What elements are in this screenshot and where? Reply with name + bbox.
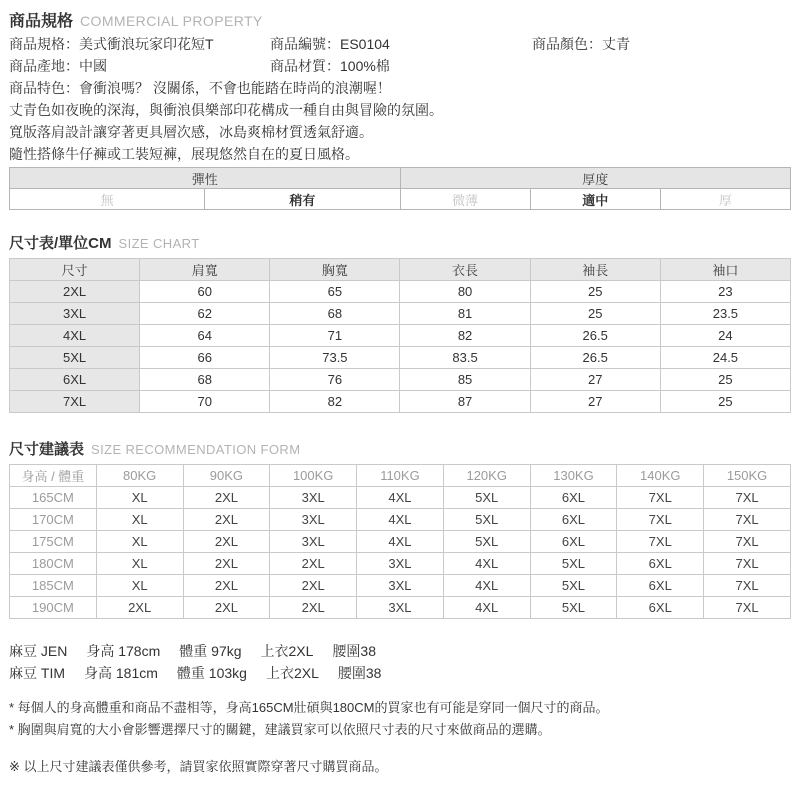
table-cell: 3XL	[270, 509, 357, 531]
table-row	[10, 369, 791, 391]
table-cell: 65	[270, 281, 400, 303]
table-cell: 27	[530, 391, 660, 413]
product-info	[9, 33, 791, 165]
table-cell: 25	[530, 303, 660, 325]
attr-value-row	[10, 189, 791, 210]
table-row	[10, 281, 791, 303]
table-row	[10, 531, 791, 553]
thickness-option-thin: 微薄	[400, 189, 530, 210]
header-cell: 110KG	[357, 465, 444, 487]
note-line: * 胸圍與肩寬的大小會影響選擇尺寸的關鍵，建議買家可以依照尺寸表的尺寸來做商品的選購。	[9, 722, 551, 737]
table-cell: 82	[400, 325, 530, 347]
product-info-empty	[532, 55, 791, 77]
table-cell: 66	[140, 347, 270, 369]
product-code: 商品編號：ES0104	[270, 36, 390, 52]
table-cell: 4XL	[443, 597, 530, 619]
header-cell: 袖長	[530, 259, 660, 281]
table-cell: 4XL	[357, 487, 444, 509]
table-cell: 4XL	[10, 325, 140, 347]
table-cell: 5XL	[443, 531, 530, 553]
model-info-segment: 體重 103kg	[176, 665, 247, 681]
table-cell: XL	[96, 487, 183, 509]
table-cell: 26.5	[530, 325, 660, 347]
table-cell: 82	[270, 391, 400, 413]
table-cell: 3XL	[10, 303, 140, 325]
model-info-segment: 體重 97kg	[179, 643, 242, 659]
table-cell: 6XL	[530, 531, 617, 553]
table-cell: 76	[270, 369, 400, 391]
table-cell: 2XL	[270, 553, 357, 575]
header-cell: 100KG	[270, 465, 357, 487]
table-cell: 7XL	[617, 487, 704, 509]
table-cell: 6XL	[530, 487, 617, 509]
model-info-segment: 上衣2XL	[260, 643, 314, 659]
elasticity-header: 彈性	[10, 168, 401, 189]
table-cell: XL	[96, 553, 183, 575]
table-cell: 7XL	[617, 509, 704, 531]
table-cell: 25	[660, 391, 790, 413]
table-cell: 6XL	[617, 575, 704, 597]
table-cell: 4XL	[357, 531, 444, 553]
table-cell: 24	[660, 325, 790, 347]
table-cell: 71	[270, 325, 400, 347]
table-cell: 2XL	[96, 597, 183, 619]
size-recommendation-header-row	[10, 465, 791, 487]
table-cell: 5XL	[443, 509, 530, 531]
model-info-segment: 身高 178cm	[86, 643, 161, 659]
table-cell: 3XL	[357, 597, 444, 619]
model-line-tim	[9, 662, 791, 684]
attr-header-row	[10, 168, 791, 189]
table-cell: 5XL	[530, 597, 617, 619]
size-recommendation-title-en: SIZE RECOMMENDATION FORM	[91, 442, 301, 457]
thickness-header: 厚度	[400, 168, 791, 189]
table-cell: 3XL	[357, 553, 444, 575]
table-row	[10, 509, 791, 531]
table-cell: 81	[400, 303, 530, 325]
table-cell: 2XL	[183, 575, 270, 597]
table-row	[10, 391, 791, 413]
product-origin: 商品產地：中國	[9, 58, 107, 74]
table-cell: 175CM	[10, 531, 97, 553]
section-title-zh: 商品規格	[9, 13, 74, 30]
table-cell: 85	[400, 369, 530, 391]
product-description	[9, 77, 791, 165]
section-header-size-recommendation	[9, 440, 791, 460]
table-cell: 6XL	[10, 369, 140, 391]
table-cell: 5XL	[10, 347, 140, 369]
header-cell: 胸寬	[270, 259, 400, 281]
table-cell: 170CM	[10, 509, 97, 531]
table-cell: 23	[660, 281, 790, 303]
table-cell: 4XL	[357, 509, 444, 531]
table-cell: 3XL	[357, 575, 444, 597]
table-cell: 2XL	[183, 597, 270, 619]
size-chart-title-zh: 尺寸表/單位CM	[9, 235, 112, 252]
table-cell: 7XL	[10, 391, 140, 413]
elasticity-thickness-table	[9, 167, 791, 210]
table-cell: 68	[140, 369, 270, 391]
model-line-jen	[9, 640, 791, 662]
description-line: 丈青色如夜晚的深海，與衝浪俱樂部印花構成一種自由與冒險的氛圍。	[9, 102, 443, 118]
table-cell: 2XL	[10, 281, 140, 303]
table-cell: 7XL	[704, 575, 791, 597]
size-chart-header-row	[10, 259, 791, 281]
header-cell: 肩寬	[140, 259, 270, 281]
table-cell: 80	[400, 281, 530, 303]
table-cell: 7XL	[704, 509, 791, 531]
header-cell: 130KG	[530, 465, 617, 487]
table-cell: 23.5	[660, 303, 790, 325]
thickness-option-thick: 厚	[660, 189, 790, 210]
description-line: 隨性搭條牛仔褲或工裝短褲，展現悠然自在的夏日風格。	[9, 146, 359, 162]
table-cell: 7XL	[704, 597, 791, 619]
table-cell: 73.5	[270, 347, 400, 369]
size-chart-table	[9, 258, 791, 413]
header-cell: 140KG	[617, 465, 704, 487]
table-cell: 7XL	[704, 531, 791, 553]
product-color: 商品顏色：丈青	[532, 36, 630, 52]
table-cell: 165CM	[10, 487, 97, 509]
table-cell: 4XL	[443, 575, 530, 597]
table-cell: 2XL	[270, 597, 357, 619]
table-cell: 6XL	[617, 597, 704, 619]
table-cell: 24.5	[660, 347, 790, 369]
table-cell: 190CM	[10, 597, 97, 619]
table-cell: 2XL	[270, 575, 357, 597]
table-cell: 7XL	[704, 553, 791, 575]
table-cell: 60	[140, 281, 270, 303]
disclaimer: ※ 以上尺寸建議表僅供參考，請買家依照實際穿著尺寸購買商品。	[9, 759, 388, 774]
size-recommendation-table	[9, 464, 791, 619]
section-title-en: COMMERCIAL PROPERTY	[80, 13, 263, 29]
note-line: * 每個人的身高體重和商品不盡相等，身高165CM壯碩與180CM的買家也有可能是穿同一個尺寸的商品。	[9, 700, 609, 715]
product-feature: 商品特色：會衝浪嗎？ 沒關係，不會也能踏在時尚的浪潮喔！	[9, 80, 391, 96]
elasticity-option-slight: 稍有	[205, 189, 400, 210]
table-cell: 2XL	[183, 509, 270, 531]
table-cell: 68	[270, 303, 400, 325]
table-cell: 25	[660, 369, 790, 391]
thickness-option-medium: 適中	[530, 189, 660, 210]
table-cell: 25	[530, 281, 660, 303]
model-info-segment: 麻豆 JEN	[9, 643, 68, 659]
product-material: 商品材質：100%棉	[270, 58, 390, 74]
table-row	[10, 303, 791, 325]
table-row	[10, 597, 791, 619]
table-cell: 3XL	[270, 531, 357, 553]
model-info-segment: 腰圍38	[332, 643, 377, 659]
table-cell: 6XL	[617, 553, 704, 575]
table-row	[10, 347, 791, 369]
table-cell: 5XL	[530, 553, 617, 575]
model-info-segment: 上衣2XL	[265, 665, 319, 681]
model-info	[9, 640, 791, 684]
table-cell: 5XL	[443, 487, 530, 509]
table-cell: XL	[96, 509, 183, 531]
table-cell: 27	[530, 369, 660, 391]
table-row	[10, 575, 791, 597]
model-info-segment: 腰圍38	[337, 665, 382, 681]
table-cell: 3XL	[270, 487, 357, 509]
table-cell: 5XL	[530, 575, 617, 597]
header-cell: 袖口	[660, 259, 790, 281]
header-cell: 尺寸	[10, 259, 140, 281]
table-cell: 62	[140, 303, 270, 325]
product-spec: 商品規格：美式衝浪玩家印花短T	[9, 36, 214, 52]
section-header-commercial-property	[9, 10, 791, 33]
size-recommendation-title-zh: 尺寸建議表	[9, 441, 85, 458]
table-cell: 2XL	[183, 487, 270, 509]
table-cell: 26.5	[530, 347, 660, 369]
table-row	[10, 487, 791, 509]
table-row	[10, 553, 791, 575]
elasticity-option-none: 無	[10, 189, 205, 210]
table-cell: 180CM	[10, 553, 97, 575]
product-info-row-1	[9, 33, 791, 55]
table-cell: 7XL	[617, 531, 704, 553]
table-cell: 70	[140, 391, 270, 413]
table-cell: 2XL	[183, 553, 270, 575]
header-cell: 80KG	[96, 465, 183, 487]
header-cell: 120KG	[443, 465, 530, 487]
table-cell: 6XL	[530, 509, 617, 531]
table-cell: 2XL	[183, 531, 270, 553]
table-cell: 87	[400, 391, 530, 413]
description-line: 寬版落肩設計讓穿著更具層次感，冰島爽棉材質透氣舒適。	[9, 124, 373, 140]
size-notes	[9, 697, 791, 741]
header-cell: 身高 / 體重	[10, 465, 97, 487]
model-info-segment: 麻豆 TIM	[9, 665, 65, 681]
table-cell: XL	[96, 531, 183, 553]
size-chart-title-en: SIZE CHART	[118, 236, 200, 251]
table-cell: 7XL	[704, 487, 791, 509]
header-cell: 90KG	[183, 465, 270, 487]
section-header-size-chart	[9, 234, 791, 254]
product-info-row-2	[9, 55, 791, 77]
header-cell: 衣長	[400, 259, 530, 281]
table-cell: 4XL	[443, 553, 530, 575]
model-info-segment: 身高 181cm	[84, 665, 158, 681]
table-cell: 64	[140, 325, 270, 347]
table-cell: 83.5	[400, 347, 530, 369]
table-cell: 185CM	[10, 575, 97, 597]
table-row	[10, 325, 791, 347]
header-cell: 150KG	[704, 465, 791, 487]
table-cell: XL	[96, 575, 183, 597]
